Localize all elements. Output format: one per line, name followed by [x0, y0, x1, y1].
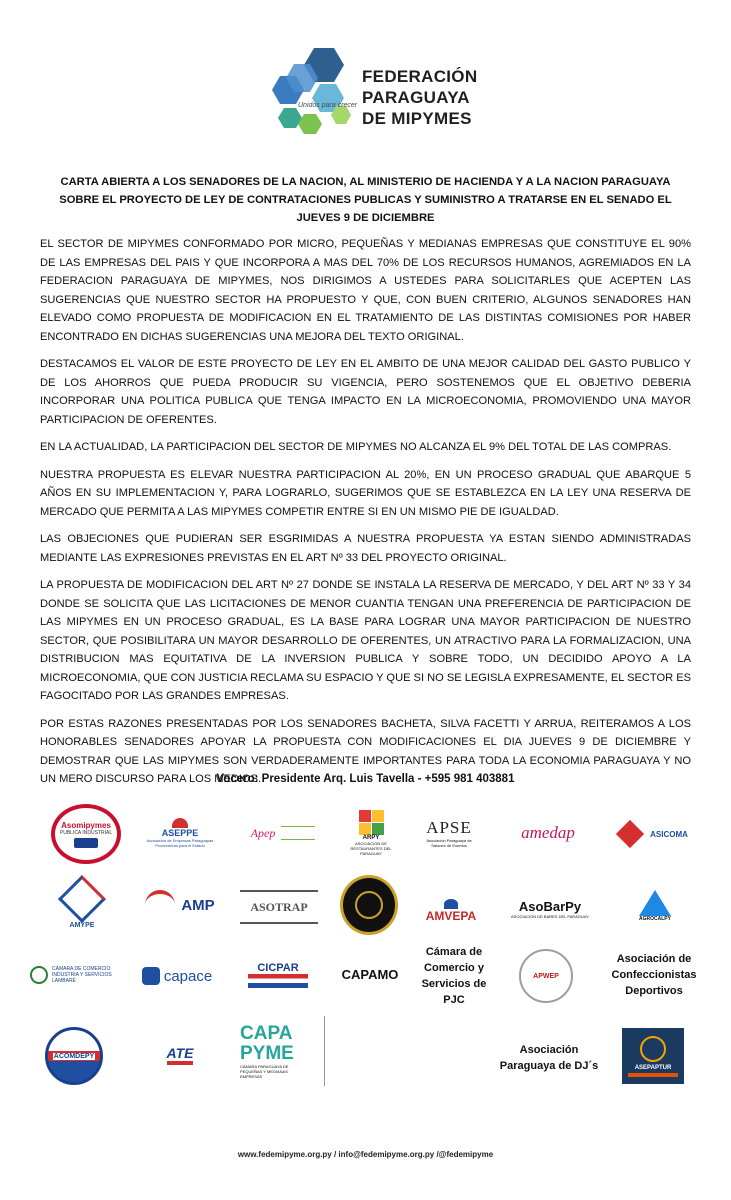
paragraph-6: LA PROPUESTA DE MODIFICACION DEL ART Nº 27 DONDE SE INSTALA LA RESERVA DE MERCADO, Y DEL ART Nº 33 Y 34 DONDE SE SOLICITA QUE LAS LICITACIONES DE MENOR CUANTIA TENGAN UNA PREFERENCIA DE PARTICIPACION DE LAS MIPYMES EN UN PROCESO GRADUAL, ES LA BASE PARA LOGRAR UNA MAYOR PARTICIPACION DE NUESTRO SECTOR, QUE POSIBILITARA UN MAYOR DESARROLLO DE OFERENTES, UN ATRACTIVO PARA LA FORMALIZACION, UNA DISTRIBUCION MAS EQUITATIVA DE LA INVERSION PUBLICA Y SOBRE TODO, UN DECIDIDO APOYO A LA MICROECONOMIA, QUE CON JUSTICIA RECLAMA SU ESPACIO Y QUE SI NO SE LEGISLA EXPRESAMENTE, EL SECTOR ES FAGOCITADO POR LAS GRANDES EMPRESAS. [40, 579, 691, 702]
org-name [362, 66, 477, 129]
asepaptur-bar [628, 1073, 678, 1077]
asepaptur-logo [622, 1028, 684, 1084]
amype-logo [52, 878, 112, 932]
asobarpy-sub: ASOCIACIÓN DE BARES DEL PARAGUAY [511, 914, 589, 919]
amvepa-logo [418, 892, 484, 930]
pyme-label: PYME [240, 1042, 294, 1064]
apwep-logo [518, 948, 574, 1004]
paragraph-5: LAS OBJECIONES QUE PUDIERAN SER ESGRIMIDAS A NUESTRA PROPUESTA YA ESTAN SIENDO ADMINISTRADAS MEDIANTE LAS EXPRESIONES PREVISTAS EN EL ART Nº 33 DEL PROYECTO ORIGINAL. [40, 533, 691, 564]
camara-lambare-logo [30, 962, 120, 988]
djs-logo: Asociación Paraguaya de DJ´s [499, 1044, 599, 1072]
asotrap-logo [240, 890, 318, 924]
ccm-seal-logo [340, 876, 398, 934]
amype-label: AMYPE [69, 921, 95, 929]
apse-logo [418, 812, 480, 854]
ate-logo [140, 1040, 220, 1070]
amedap-label: amedap [521, 823, 575, 842]
capace-logo [134, 956, 220, 996]
amvepa-label: AMVEPA [425, 909, 477, 923]
apep-label: Apep [250, 825, 276, 840]
cicpar-logo [244, 956, 312, 994]
asicoma-diamond-icon [616, 820, 644, 848]
acomdepy-logo [44, 1028, 104, 1084]
arpy-grid-icon [359, 810, 384, 835]
org-tagline: Unidos para crecer [298, 102, 358, 109]
amype-house-icon [58, 874, 106, 922]
letter-body [40, 235, 691, 798]
acomdepy-label: ACOMDEPY [53, 1052, 95, 1060]
asobarpy-label: AsoBarPy [518, 899, 582, 914]
cap-icon [172, 818, 188, 828]
asomipymes-logo [48, 806, 124, 862]
paragraph-1: EL SECTOR DE MIPYMES CONFORMADO POR MICRO, PEQUEÑAS Y MEDIANAS EMPRESAS QUE CONSTITUYE EL 90% DE LAS EMPRESAS DEL PAIS Y QUE INCORPORA A MAS DEL 70% DE LOS RECURSOS HUMANOS, AGREMIADOS EN LA FEDERACION PARAGUAYA DE MIPYMES, NOS DIRIGIMOS A USTEDES PARA SOLICITARLES QUE ACEPTEN LAS SUGERENCIAS QUE NUESTRO SECTOR HA PROPUESTO Y QUE, CON BUEN CRITERIO, ALGUNOS SENADORES HAN ELEVADO COMO PROPUESTA DE MODIFICACION EN EL TRATAMIENTO DE LAS DISTINTAS COMISIONES POR HABER ENCONTRADO EN DICHAS SUGERENCIAS UNA MEJORA DEL TEXTO ORIGINAL. [40, 238, 691, 343]
camara-pjc-logo: Cámara de Comercio y Servicios de PJC [421, 946, 487, 1006]
paragraph-3: EN LA ACTUALIDAD, LA PARTICIPACION DEL SECTOR DE MIPYMES NO ALCANZA EL 9% DEL TOTAL DE LAS COMPRAS. [40, 441, 672, 453]
asobarpy-logo [508, 896, 592, 922]
hexagon-cluster-icon [262, 44, 362, 144]
globe-icon [30, 966, 48, 984]
footer-contact: www.fedemipyme.org.py / info@fedemipyme.org.py /@fedemipyme [237, 1150, 494, 1159]
amedap-logo [510, 816, 586, 850]
amp-people-icon [145, 890, 175, 920]
federacion-logo [262, 44, 492, 144]
asicoma-label: ASICOMA [650, 829, 688, 839]
cicpar-label: CICPAR [257, 962, 299, 974]
capa-label: CAPA [240, 1022, 293, 1044]
aseppe-sub: Asociación de Empresas Paraguayas Proveedoras para el Estado [146, 838, 214, 848]
arpy-label: ARPY [362, 835, 380, 841]
apep-lines [281, 826, 315, 840]
asotrap-label: ASOTRAP [250, 899, 308, 914]
amp-label: AMP [181, 896, 215, 914]
acomdepy-seal-icon [45, 1027, 103, 1085]
amvepa-icon [444, 899, 458, 909]
agrocalpy-triangle-icon [639, 890, 671, 916]
seal-icon [340, 875, 398, 935]
paragraph-4: NUESTRA PROPUESTA ES ELEVAR NUESTRA PARTICIPACION AL 20%, EN UN PROCESO GRADUAL QUE ABARQUE 5 AÑOS EN SU IMPLEMENTACION Y, PARA LOGRARLO, SUGERIMOS QUE SE ESTABLEZCA EN LA LEY UNA RESERVA DE MERCADO QUE PERMITA A LAS MIPYMES COMPETIR ENTRE SI EN UN MISMO PIE DE IGUALDAD. [40, 468, 691, 518]
apep-logo [236, 812, 330, 854]
apse-label: APSE [426, 818, 472, 837]
apwep-label: APWEP [519, 949, 573, 1003]
asomipymes-sub: PUBLICA INDUSTRIAL [59, 829, 113, 836]
aseppe-label: ASEPPE [161, 828, 199, 838]
apse-sub: Asociación Paraguaya de Salones de Eventos [426, 838, 472, 848]
capa-pyme-sub: CÁMARA PARAGUAYA DE PEQUEÑAS Y MEDIANAS EMPRESAS [240, 1063, 289, 1079]
org-name-line2: PARAGUAYA [362, 88, 470, 107]
arpy-logo [338, 802, 404, 864]
gear-icon [74, 838, 98, 848]
arpy-sub: ASOCIACIÓN DE RESTAURANTES DEL PARAGUAY [350, 841, 392, 856]
paraguay-flag-icon [248, 974, 308, 988]
vocero-line: Vocero: Presidente Arq. Luis Tavella - +595 981 403881 [216, 773, 515, 785]
confeccionistas-logo: Asociación de Confeccionistas Deportivos [611, 953, 697, 997]
asepaptur-label: ASEPAPTUR [634, 1064, 672, 1071]
agrocalpy-logo [622, 884, 688, 928]
letter-title: CARTA ABIERTA A LOS SENADORES DE LA NACION, AL MINISTERIO DE HACIENDA Y A LA NACION PARAGUAYA SOBRE EL PROYECTO DE LEY DE CONTRATACIONES PUBLICAS Y SUMINISTRO A TRATARSE EN EL SENADO EL JUEVES 9 DE DICIEMBRE [59, 176, 672, 224]
paragraph-7: POR ESTAS RAZONES PRESENTADAS POR LOS SENADORES BACHETA, SILVA FACETTI Y ARRUA, REITERAMOS A LOS HONORABLES SENADORES APOYAR LA PROPUESTA CON MODIFICACIONES EL DIA JUEVES 9 DE DICIEMBRE Y DEMOSTRAR QUE LAS MIPYMES SON VERDADERAMENTE IMPORTANTES PARA TODA LA ECONOMIA PARAGUAYA Y NO UN MERO DISCURSO PARA LOS MEDIOS. [40, 717, 691, 785]
asomipymes-label: Asomipymes [61, 820, 111, 830]
compass-icon [640, 1036, 666, 1062]
org-name-line3: DE MIPYMES [362, 109, 472, 128]
capa-pyme-logo [240, 1016, 325, 1086]
amp-logo [140, 886, 220, 924]
aseppe-logo [140, 808, 220, 858]
org-name-line1: FEDERACIÓN [362, 67, 478, 86]
paragraph-2: DESTACAMOS EL VALOR DE ESTE PROYECTO DE LEY EN EL AMBITO DE UNA MEJOR CALIDAD DEL GASTO PUBLICO Y DE LOS AHORROS QUE PUEDA PRODUCIR SU VIGENCIA, PERO SOSTENEMOS QUE EL OBJETIVO DEBERIA INCORPORAR UNA POLITICA PUBLICA QUE TENGA IMPACTO EN LA MICROECONOMIA, PROMOVIENDO UNA MAYOR PARTICIPACION DE OFERENTES. [40, 358, 691, 426]
asicoma-logo [612, 818, 696, 850]
capamo-logo: CAPAMO [341, 967, 399, 982]
capace-label: capace [163, 967, 213, 985]
capace-icon [142, 967, 160, 985]
agrocalpy-label: AGROCALPY [639, 916, 671, 922]
ate-label: ATE [167, 1045, 194, 1065]
camara-lambare-label: CÁMARA DE COMERCIO INDUSTRIA Y SERVICIOS LAMBARÉ [52, 966, 112, 984]
